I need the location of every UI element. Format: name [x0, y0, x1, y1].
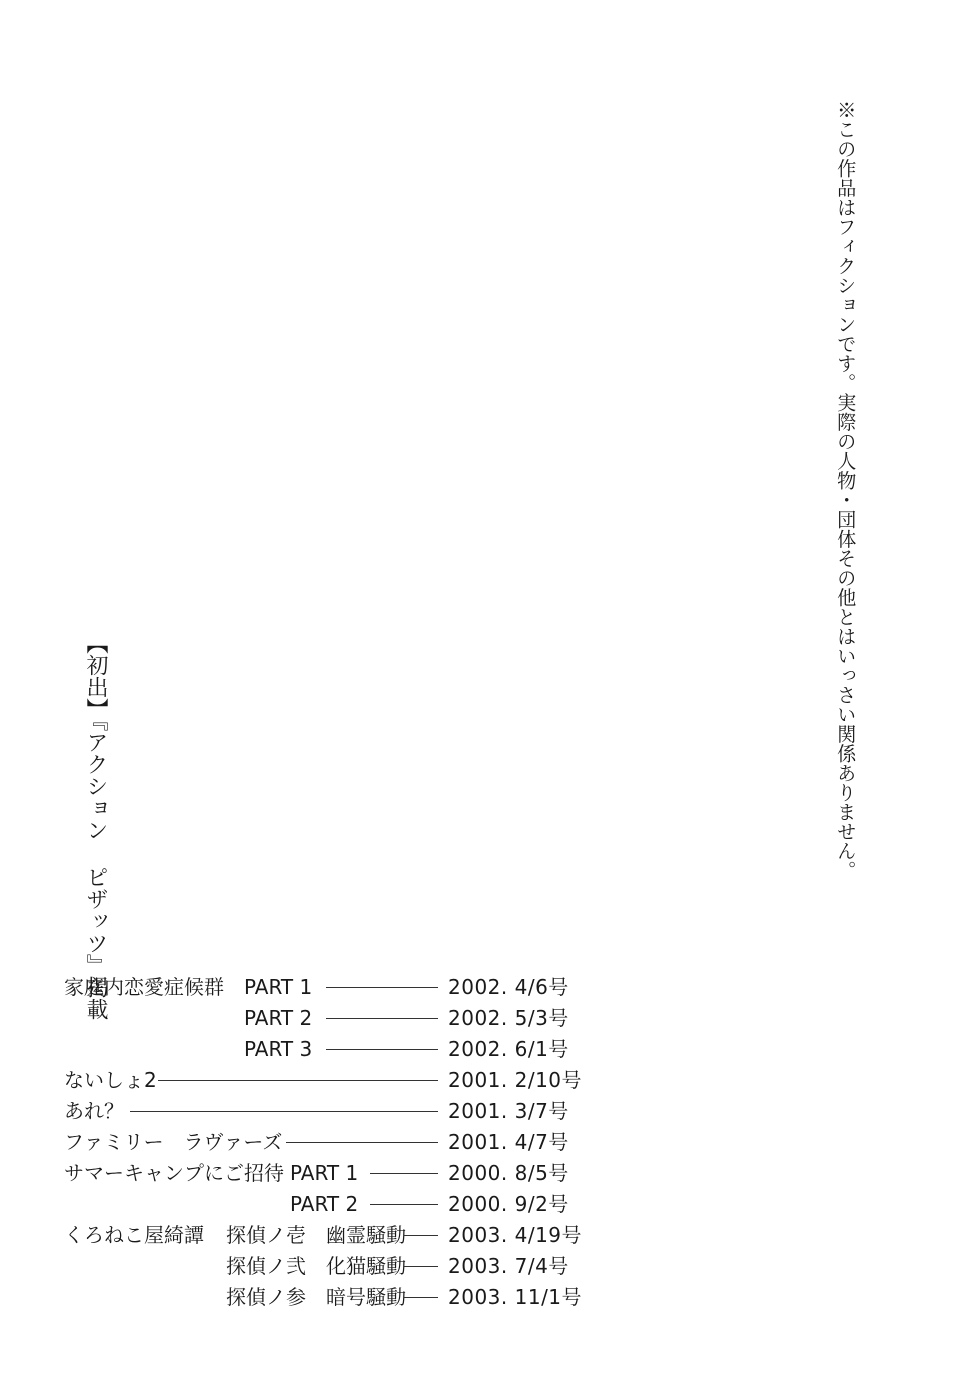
leader-line: [370, 1204, 438, 1205]
part-label: 探偵ノ壱 幽霊騒動: [226, 1223, 406, 1247]
part-label: 探偵ノ弐 化猫騒動: [226, 1254, 406, 1278]
part-label: 探偵ノ参 暗号騒動: [226, 1285, 406, 1309]
list-item: [64, 1189, 604, 1219]
work-title: ファミリー ラヴァーズ: [64, 1130, 283, 1154]
work-title: サマーキャンプにご招待: [64, 1161, 284, 1185]
issue-date: 2002. 6/1号: [448, 1037, 569, 1061]
work-title: 家庭内恋愛症候群: [64, 975, 224, 999]
work-title: あれ？: [64, 1099, 124, 1123]
leader-line: [326, 987, 438, 988]
part-label: PART 2: [290, 1192, 359, 1216]
list-item: [64, 1127, 604, 1157]
list-item: [64, 1065, 604, 1095]
issue-date: 2000. 9/2号: [448, 1192, 569, 1216]
leader-line: [130, 1111, 438, 1112]
leader-line: [404, 1297, 438, 1298]
list-item: [64, 1251, 604, 1281]
work-title: ないしょ2: [64, 1068, 157, 1092]
issue-date: 2002. 4/6号: [448, 975, 569, 999]
part-label: PART 1: [244, 975, 313, 999]
list-item: [64, 1158, 604, 1188]
issue-date: 2000. 8/5号: [448, 1161, 569, 1185]
issue-date: 2003. 4/19号: [448, 1223, 583, 1247]
leader-line: [286, 1142, 438, 1143]
issue-date: 2003. 11/1号: [448, 1285, 583, 1309]
part-label: PART 2: [244, 1006, 313, 1030]
part-label: PART 3: [244, 1037, 313, 1061]
leader-line: [326, 1049, 438, 1050]
list-item: [64, 1034, 604, 1064]
list-item: [64, 1282, 604, 1312]
issue-date: 2003. 7/4号: [448, 1254, 569, 1278]
leader-line: [404, 1235, 438, 1236]
leader-line: [370, 1173, 438, 1174]
work-title: くろねこ屋綺譚: [64, 1223, 204, 1247]
part-label: PART 1: [290, 1161, 359, 1185]
leader-line: [158, 1080, 438, 1081]
issue-date: 2001. 2/10号: [448, 1068, 583, 1092]
first-publication-heading: 【初出】『アクション ピザッツ』掲載: [83, 632, 108, 1020]
leader-line: [404, 1266, 438, 1267]
fiction-disclaimer: ※この作品はフィクションです。実際の人物・団体その他とはいっさい関係ありません。: [834, 100, 858, 880]
leader-line: [326, 1018, 438, 1019]
list-item: [64, 1220, 604, 1250]
list-item: [64, 1003, 604, 1033]
issue-date: 2001. 4/7号: [448, 1130, 569, 1154]
list-item: [64, 1096, 604, 1126]
issue-date: 2002. 5/3号: [448, 1006, 569, 1030]
issue-date: 2001. 3/7号: [448, 1099, 569, 1123]
list-item: [64, 972, 604, 1002]
